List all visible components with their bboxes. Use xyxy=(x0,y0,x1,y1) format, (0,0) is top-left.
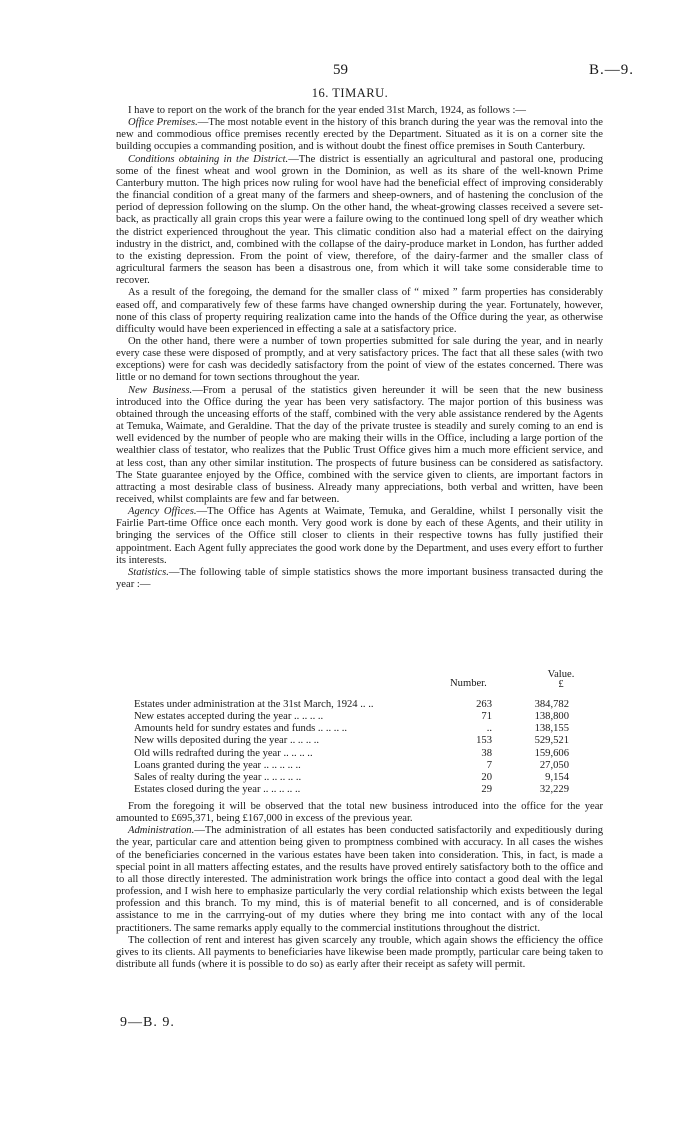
table-row xyxy=(116,699,603,711)
paragraph-heading: Statistics. xyxy=(128,566,169,578)
row-label: Sales of realty during the year .. .. .. .. .. xyxy=(134,771,302,783)
row-number: 153 xyxy=(476,735,492,747)
paragraph-text: The collection of rent and interest has given scarcely any trouble, which again shows the efficiency the office gives to its clients. All payments to beneficiaries have likewise been made promptly, particular care being taken to distribute all funds (where it is possible to do so) as early after their receipt as safety will permit. xyxy=(116,934,603,971)
paragraph xyxy=(116,567,603,591)
page-number: 59 xyxy=(333,62,348,78)
row-value: 384,782 xyxy=(534,699,569,710)
table-row xyxy=(116,760,603,772)
statistics-table xyxy=(116,699,603,796)
paragraph-text: —The district is essentially an agricultural and pastoral one, producing some of the finest wheat and wool grown in the Dominion, as well as its share of the well-known Prime Canterbury mutton. The high prices now ruling for wool have had the beneficial effect of improving considerably the financial condition of a great many of the farmers and sheep-owners, and of hastening the conclusion of the period of depression following on the slump. On the other hand, the wheat-growing classes received a severe set-back, as practically all grain crops this year were a failure owing to the continued long spell of dry weather which the district experienced throughout the year. This climatic condition also had a material effect on the dairying industry in the district, and, combined with the collapse of the dairy-produce market in London, has further added to the existing depression. From the point of view, therefore, of the dairy-farmer and the smaller class of agricultural farmers the season has been a disastrous one, from which it will take some considerable time to recover. xyxy=(116,153,603,287)
paragraph-text: —From a perusal of the statistics given hereunder it will be seen that the new business introduced into the Office during the year has been very satisfactory. The major portion of this business was obtained through the unceasing efforts of the staff, combined with the very able assistance rendered by the Agents at Temuka, Waimate, and Geraldine. That the day of the private trustee is steadily and surely coming to an end is well evidenced by the number of people who are making their wills in the Office, including a large portion of the wealthier class of testator, who realizes that the Public Trust Office gives him a much more efficient service, and at less cost, than any other similar institution. The prospects of future business can be considered as satisfactory. The State guarantee enjoyed by the Office, combined with the service given to clients, are important factors in attracting a most desirable class of business. Already many appreciations, both verbal and written, have been received, whilst complaints are few and far between. xyxy=(116,384,603,505)
table-row xyxy=(116,784,603,796)
row-value: 138,800 xyxy=(534,711,569,723)
row-value: 27,050 xyxy=(539,759,569,771)
row-number: 29 xyxy=(481,783,492,795)
paragraph xyxy=(116,506,603,567)
row-value: 529,521 xyxy=(534,735,569,747)
column-header-value xyxy=(536,670,586,690)
row-label: Loans granted during the year .. .. .. .. .. xyxy=(134,759,301,771)
table-row xyxy=(116,711,603,723)
paragraph-heading: Conditions obtaining in the District. xyxy=(128,153,289,165)
paragraph xyxy=(116,287,603,336)
column-header-number: Number. xyxy=(450,678,487,689)
body-text-after-table xyxy=(116,801,603,971)
paragraph-text: —The administration of all estates has been conducted satisfactorily and expeditiously during the year, particular care and attention being given to promptness combined with accuracy. In all cases the wishes of the beneficiaries concerned in the various estates have been taken into consideration. This, in fact, is made a special point in all matters affecting estates, and the results have proved entirely satisfactory both to the office and to all those directly interested. The administration work brings the office into contact a good deal with the legal profession, and I wish here to emphasize particularly the very cordial relationship which exists between the legal profession and this branch. To my mind, this is of material benefit to all concerned, and is of considerable assistance to me in the carrrying-out of my duties where they bring me into contact with any of the local practitioners. The same remarks apply equally to the commercial institutions throughout the district. xyxy=(116,825,603,934)
signature-mark: 9—B. 9. xyxy=(120,1015,175,1030)
paragraph-heading: Office Premises. xyxy=(128,117,198,129)
row-label: New wills deposited during the year .. .. .. .. xyxy=(134,735,320,747)
table-row xyxy=(116,772,603,784)
row-value: 32,229 xyxy=(539,783,569,795)
row-number: 71 xyxy=(481,711,492,723)
row-number: 20 xyxy=(481,771,492,783)
row-number: 7 xyxy=(486,759,492,771)
paragraph xyxy=(116,801,603,825)
row-label: New estates accepted during the year .. .. .. .. xyxy=(134,711,324,723)
paragraph-text: —The Office has Agents at Waimate, Temuka, and Geraldine, whilst I personally visit the Fairlie Part-time Office once each month. Very good work is done by each of these Agents, and their utility in bringing the services of the Office still closer to clients in their respective towns has fully justified their appointment. Each Agent fully appreciates the good work done by the Department, and uses every effort to further its interests. xyxy=(116,506,603,566)
paragraph-text: On the other hand, there were a number of town properties submitted for sale during the year, and in nearly every case these were disposed of promptly, and at very satisfactory prices. The fact that all these sales (with two exceptions) were for cash was decidedly satisfactory from the point of view of the estates concerned. There was little or no demand for town sections throughout the year. xyxy=(116,335,603,384)
row-label: Old wills redrafted during the year .. .. .. .. xyxy=(134,747,313,759)
paragraph-heading: New Business. xyxy=(128,384,193,396)
row-value: 9,154 xyxy=(545,771,569,783)
paragraph xyxy=(116,336,603,385)
paragraph-text: —The most notable event in the history of this branch during the year was the removal into the new and commodious office premises recently erected by the Department. Situated as it is on a corner site the building occupies a commanding position, and is without doubt the finest office premises in South Canterbury. xyxy=(116,117,603,153)
paragraph xyxy=(116,154,603,288)
paragraph-text: —The following table of simple statistics shows the more important business transacted during the year :— xyxy=(116,566,603,591)
row-value: 159,606 xyxy=(534,747,569,759)
paragraph-heading: Administration. xyxy=(128,825,195,837)
body-text-before-table xyxy=(116,105,603,591)
row-value: 138,155 xyxy=(534,723,569,735)
paragraph-heading: Agency Offices. xyxy=(128,506,197,518)
row-label: Amounts held for sundry estates and funds .. .. .. .. xyxy=(134,723,348,735)
column-header-value-unit: £ xyxy=(558,679,564,690)
row-number: .. xyxy=(486,723,492,735)
row-label: Estates under administration at the 31st March, 1924 .. .. xyxy=(134,699,374,710)
page-header xyxy=(0,62,700,82)
table-row xyxy=(116,735,603,747)
table-row xyxy=(116,723,603,735)
document-reference: B.—9. xyxy=(588,62,634,78)
paragraph xyxy=(116,117,603,153)
paragraph xyxy=(116,825,603,934)
row-number: 263 xyxy=(476,699,492,710)
paragraph-text: As a result of the foregoing, the demand for the smaller class of “ mixed ” farm properties has considerably eased off, and comparatively few of these farms have changed ownership during the year. Fortunately, however, none of this class of property requiring realization came into the hands of the Office during the year, as otherwise difficulty would have been experienced in effecting a sale at a satisfactory price. xyxy=(116,287,603,335)
paragraph-text: From the foregoing it will be observed that the total new business introduced into the office for the year amounted to £695,371, being £167,000 in excess of the previous year. xyxy=(116,801,603,825)
column-header-value-label: Value. xyxy=(547,669,575,680)
paragraph xyxy=(116,385,603,507)
paragraph-text: I have to report on the work of the branch for the year ended 31st March, 1924, as follows :— xyxy=(128,105,527,116)
table-row xyxy=(116,748,603,760)
paragraph xyxy=(116,935,603,971)
row-label: Estates closed during the year .. .. .. .. .. xyxy=(134,783,301,795)
section-title: 16. TIMARU. xyxy=(311,86,389,100)
row-number: 38 xyxy=(481,747,492,759)
paragraph xyxy=(116,105,603,117)
